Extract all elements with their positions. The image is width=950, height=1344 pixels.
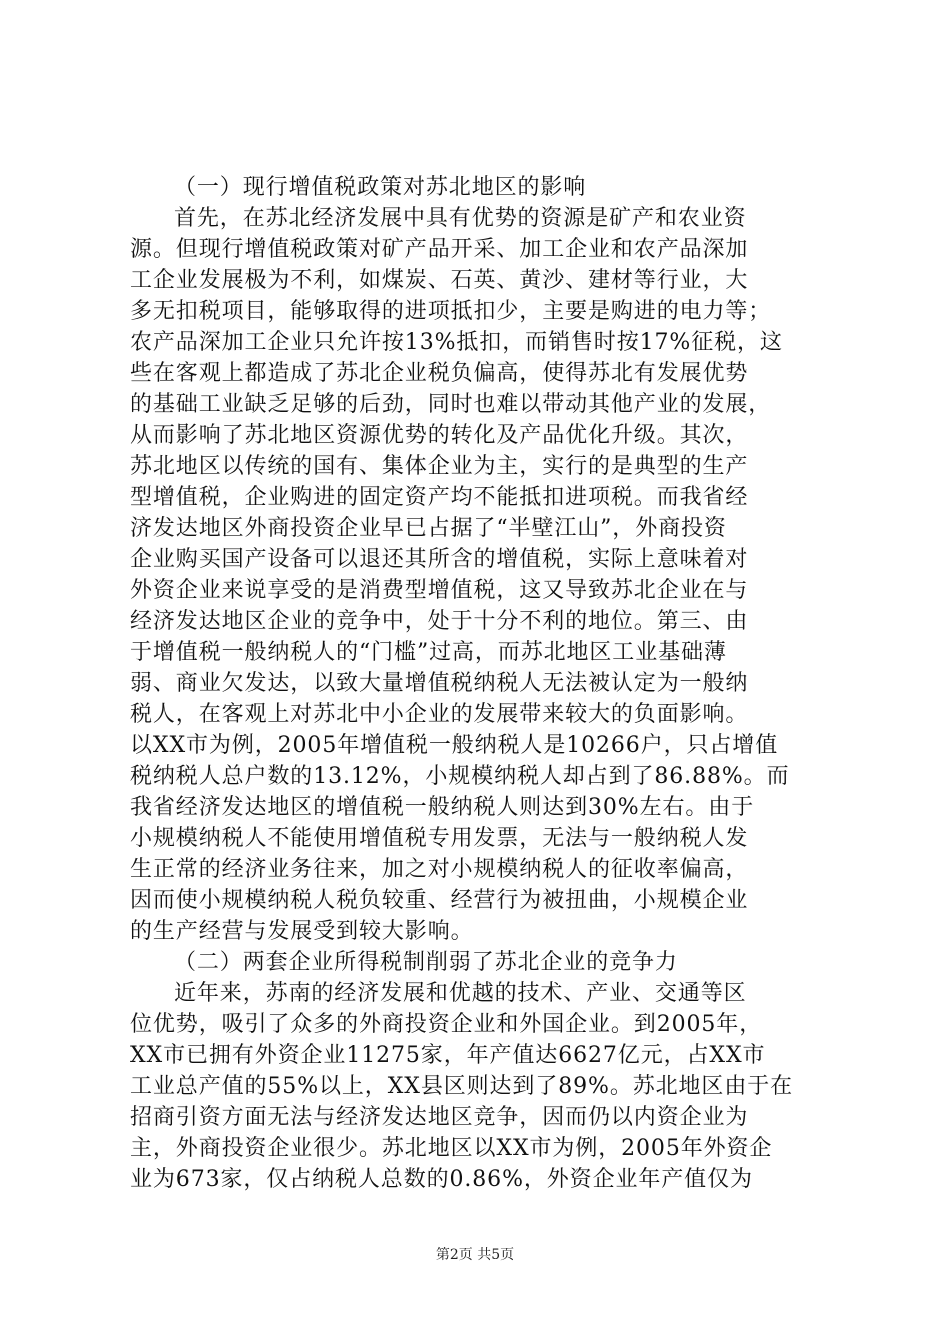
text-line: 从而影响了苏北地区资源优势的转化及产品优化升级。其次， [130,423,749,448]
text-line: 首先，在苏北经济发展中具有优势的资源是矿产和农业资 [174,206,747,231]
text-line: 于增值税一般纳税人的“门槛”过高，而苏北地区工业基础薄 [130,640,727,665]
text-line: 主，外商投资企业很少。苏北地区以XX市为例，2005年外资企 [130,1136,773,1161]
text-line: XX市已拥有外资企业11275家，年产值达6627亿元，占XX市 [130,1043,766,1068]
text-line: 企业购买国产设备可以退还其所含的增值税，实际上意味着对 [130,547,749,572]
text-line: 弱、商业欠发达，以致大量增值税纳税人无法被认定为一般纳 [130,671,749,696]
paragraph-2 [130,978,830,1195]
text-line: 工企业发展极为不利，如煤炭、石英、黄沙、建材等行业，大 [130,268,749,293]
text-line: 些在客观上都造成了苏北企业税负偏高，使得苏北有发展优势 [130,361,749,386]
text-line: 业为673家，仅占纳税人总数的0.86%，外资企业年产值仅为 [130,1167,753,1192]
text-line: 的生产经营与发展受到较大影响。 [130,919,474,944]
text-line: 我省经济发达地区的增值税一般纳税人则达到30%左右。由于 [130,795,755,820]
section-heading-1: （一）现行增值税政策对苏北地区的影响 [174,175,587,200]
page-footer [0,1244,950,1264]
section-heading-2: （二）两套企业所得税制削弱了苏北企业的竞争力 [174,950,678,975]
text-line: 苏北地区以传统的国有、集体企业为主，实行的是典型的生产 [130,454,749,479]
text-line: 近年来，苏南的经济发展和优越的技术、产业、交通等区 [174,981,747,1006]
text-line: 小规模纳税人不能使用增值税专用发票，无法与一般纳税人发 [130,826,749,851]
text-line: 农产品深加工企业只允许按13%抵扣，而销售时按17%征税，这 [130,330,783,355]
paragraph-1 [130,203,830,947]
text-line: 位优势，吸引了众多的外商投资企业和外国企业。到2005年， [130,1012,763,1037]
page-number: 第2页 共5页 [435,1247,515,1263]
text-line: 因而使小规模纳税人税负较重、经营行为被扭曲，小规模企业 [130,888,749,913]
text-line: 税纳税人总户数的13.12%，小规模纳税人却占到了86.88%。而 [130,764,790,789]
text-line: 招商引资方面无法与经济发达地区竞争，因而仍以内资企业为 [130,1105,749,1130]
document-body [130,172,830,1195]
text-line: 经济发达地区企业的竞争中，处于十分不利的地位。第三、由 [130,609,749,634]
text-line: 税人，在客观上对苏北中小企业的发展带来较大的负面影响。 [130,702,749,727]
text-line: 多无扣税项目，能够取得的进项抵扣少，主要是购进的电力等； [130,299,772,324]
text-line: 的基础工业缺乏足够的后劲，同时也难以带动其他产业的发展， [130,392,772,417]
text-line: 生正常的经济业务往来，加之对小规模纳税人的征收率偏高， [130,857,749,882]
text-line: 源。但现行增值税政策对矿产品开采、加工企业和农产品深加 [130,237,749,262]
text-line: 外资企业来说享受的是消费型增值税，这又导致苏北企业在与 [130,578,749,603]
text-line: 工业总产值的55%以上，XX县区则达到了89%。苏北地区由于在 [130,1074,794,1099]
text-line: 济发达地区外商投资企业早已占据了“半壁江山”，外商投资 [130,516,727,541]
text-line: 型增值税，企业购进的固定资产均不能抵扣进项税。而我省经 [130,485,749,510]
text-line: 以XX市为例，2005年增值税一般纳税人是10266户，只占增值 [130,733,779,758]
